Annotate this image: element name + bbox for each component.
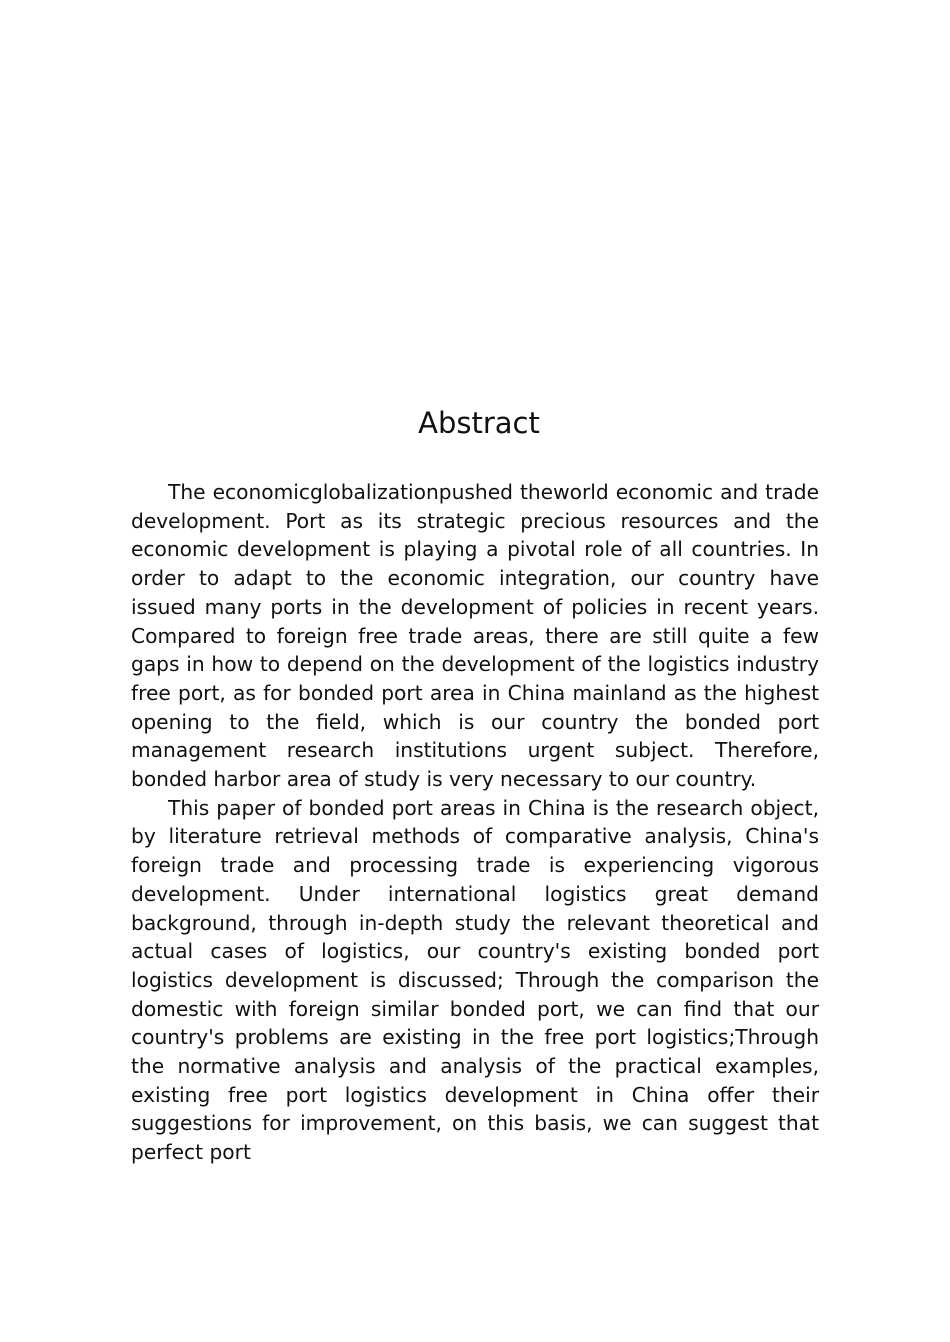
- abstract-paragraph-1: The economicglobalizationpushed theworld economic and trade development. Port as its strategic precious resources and the economic development is playing a pivotal role of all countries. In order to adapt to the economic integration, our country have issued many ports in the development of policies in recent years. Compared to foreign free trade areas, there are still quite a few gaps in how to depend on the development of the logistics industry free port, as for bonded port area in China mainland as the highest opening to the field, which is our country the bonded port management research institutions urgent subject. Therefore, bonded harbor area of study is very necessary to our country.: [131, 480, 819, 792]
- abstract-title: Abstract: [418, 406, 540, 440]
- abstract-body: [131, 478, 819, 1167]
- abstract-paragraph-2: This paper of bonded port areas in China is the research object, by literature retrieval methods of comparative analysis, China's foreign trade and processing trade is experiencing vigorous development. Under international logistics great demand background, through in-depth study the relevant theoretical and actual cases of logistics, our country's existing bonded port logistics development is discussed; Through the comparison the domestic with foreign similar bonded port, we can find that our country's problems are existing in the free port logistics;Through the normative analysis and analysis of the practical examples, existing free port logistics development in China offer their suggestions for improvement, on this basis, we can suggest that perfect port: [131, 795, 819, 1165]
